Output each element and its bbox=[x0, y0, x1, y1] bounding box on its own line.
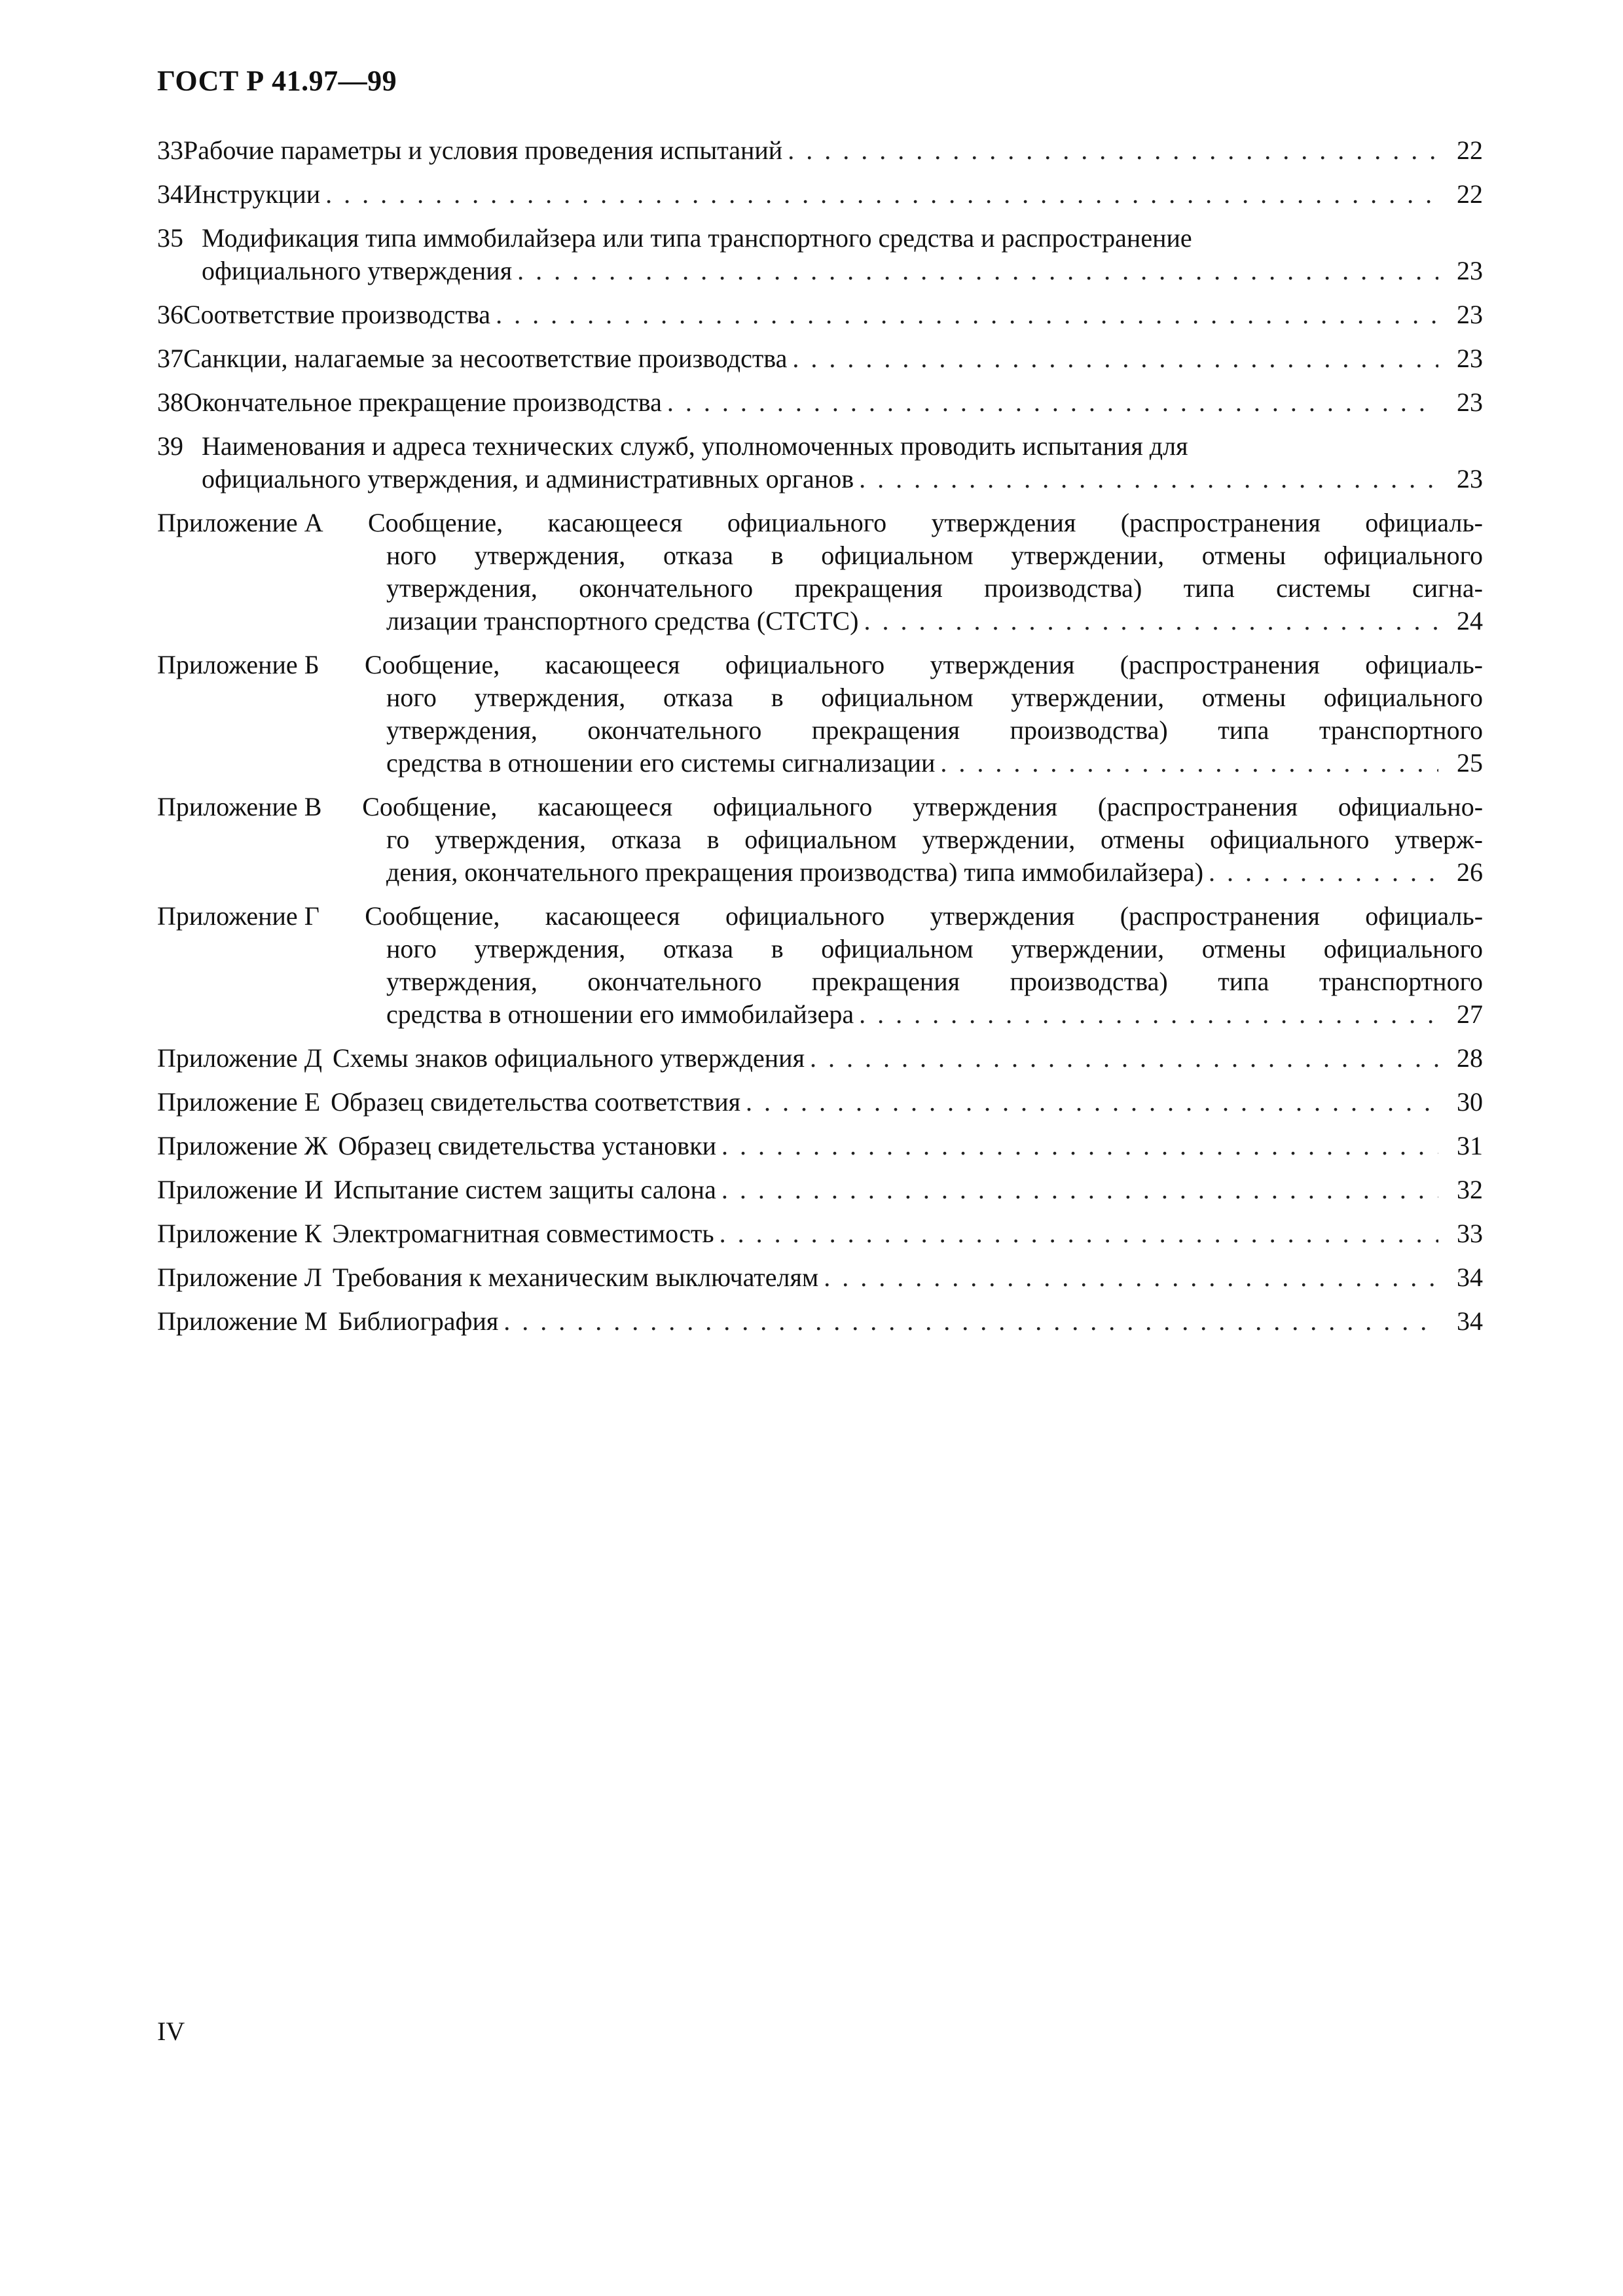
toc-entry-annex-e[interactable] bbox=[157, 1086, 1483, 1119]
annex-title-line: ного утверждения, отказа в официальном утверждении, отмены официального bbox=[386, 683, 1483, 712]
annex-title-line: ного утверждения, отказа в официальном утверждении, отмены официального bbox=[386, 934, 1483, 963]
section-title: Рабочие параметры и условия проведения испытаний bbox=[183, 135, 783, 165]
dot-leader bbox=[810, 1042, 1438, 1075]
toc-entry-annex-b[interactable] bbox=[157, 649, 1483, 780]
annex-title: Образец свидетельства установки bbox=[338, 1131, 717, 1160]
annex-title: дения, окончательного прекращения производства) типа иммобилайзера) bbox=[386, 857, 1204, 887]
toc-entry-38[interactable] bbox=[157, 386, 1483, 419]
section-title: официального утверждения bbox=[202, 256, 513, 285]
page-ref: 30 bbox=[1457, 1087, 1483, 1117]
document-code: ГОСТ Р 41.97—99 bbox=[157, 65, 397, 97]
dot-leader bbox=[859, 998, 1438, 1031]
annex-title-line: утверждения, окончательного прекращения производства) типа системы сигна- bbox=[386, 573, 1483, 603]
page-ref: 31 bbox=[1457, 1131, 1483, 1160]
dot-leader bbox=[824, 1261, 1438, 1294]
dot-leader bbox=[325, 178, 1438, 211]
section-number: 37 bbox=[157, 344, 183, 373]
section-number: 33 bbox=[157, 135, 183, 165]
section-title: Окончательное прекращение производства bbox=[183, 387, 662, 417]
annex-title-line: Сообщение, касающееся официального утверждения (распространения официаль- bbox=[367, 508, 1483, 537]
annex-title-line: Сообщение, касающееся официального утверждения (распространения официаль- bbox=[365, 901, 1483, 931]
annex-title-line: утверждения, окончательного прекращения производства) типа транспортного bbox=[386, 967, 1483, 996]
dot-leader bbox=[788, 134, 1438, 167]
page-ref: 23 bbox=[1457, 256, 1483, 285]
annex-label: Приложение Е bbox=[157, 1087, 321, 1117]
page-ref: 23 bbox=[1457, 464, 1483, 493]
page-ref: 22 bbox=[1457, 135, 1483, 165]
page-ref: 25 bbox=[1457, 748, 1483, 778]
dot-leader bbox=[667, 386, 1438, 419]
section-title: Инструкции bbox=[183, 179, 321, 209]
page-ref: 26 bbox=[1457, 857, 1483, 887]
section-title-line: Наименования и адреса технических служб, уполномоченных проводить испытания для bbox=[202, 431, 1188, 461]
annex-label: Приложение Г bbox=[157, 901, 319, 931]
annex-label: Приложение В bbox=[157, 792, 322, 821]
page-ref: 23 bbox=[1457, 344, 1483, 373]
annex-title: средства в отношении его системы сигнализации bbox=[386, 748, 936, 778]
toc-entry-36[interactable] bbox=[157, 298, 1483, 331]
annex-title: средства в отношении его иммобилайзера bbox=[386, 999, 854, 1029]
section-number: 35 bbox=[157, 223, 183, 253]
toc-entry-annex-g[interactable] bbox=[157, 900, 1483, 1031]
section-number: 38 bbox=[157, 387, 183, 417]
annex-title-line: Сообщение, касающееся официального утверждения (распространения официально- bbox=[362, 792, 1483, 821]
table-of-contents bbox=[157, 134, 1483, 1349]
dot-leader bbox=[746, 1086, 1438, 1119]
dot-leader bbox=[517, 255, 1438, 287]
dot-leader bbox=[864, 605, 1438, 637]
section-title-line: Модификация типа иммобилайзера или типа транспортного средства и распространение bbox=[202, 223, 1192, 253]
annex-title: Образец свидетельства соответствия bbox=[331, 1087, 741, 1117]
section-number: 39 bbox=[157, 431, 183, 461]
toc-entry-37[interactable] bbox=[157, 342, 1483, 375]
section-title: Соответствие производства bbox=[183, 300, 491, 329]
annex-label: Приложение Л bbox=[157, 1263, 322, 1292]
dot-leader bbox=[1209, 856, 1438, 889]
section-number: 36 bbox=[157, 300, 183, 329]
dot-leader bbox=[721, 1130, 1438, 1162]
dot-leader bbox=[503, 1305, 1438, 1338]
annex-label: Приложение К bbox=[157, 1219, 322, 1248]
section-number: 34 bbox=[157, 179, 183, 209]
page-ref: 23 bbox=[1457, 300, 1483, 329]
toc-entry-annex-m[interactable] bbox=[157, 1305, 1483, 1338]
toc-entry-35[interactable] bbox=[157, 222, 1483, 287]
toc-entry-39[interactable] bbox=[157, 430, 1483, 495]
annex-title: Схемы знаков официального утверждения bbox=[332, 1043, 805, 1073]
section-title: Санкции, налагаемые за несоответствие производства bbox=[183, 344, 788, 373]
toc-entry-annex-v[interactable] bbox=[157, 791, 1483, 889]
dot-leader bbox=[721, 1174, 1438, 1206]
dot-leader bbox=[720, 1217, 1438, 1250]
annex-label: Приложение Ж bbox=[157, 1131, 328, 1160]
annex-label: Приложение М bbox=[157, 1306, 328, 1336]
dot-leader bbox=[940, 747, 1438, 780]
toc-entry-annex-d[interactable] bbox=[157, 1042, 1483, 1075]
page-ref: 22 bbox=[1457, 179, 1483, 209]
dot-leader bbox=[859, 463, 1438, 495]
dot-leader bbox=[792, 342, 1438, 375]
annex-title-line: утверждения, окончательного прекращения производства) типа транспортного bbox=[386, 715, 1483, 745]
toc-entry-34[interactable] bbox=[157, 178, 1483, 211]
annex-label: Приложение И bbox=[157, 1175, 323, 1204]
dot-leader bbox=[496, 298, 1438, 331]
page-ref: 34 bbox=[1457, 1263, 1483, 1292]
toc-entry-annex-a[interactable] bbox=[157, 507, 1483, 637]
page-ref: 23 bbox=[1457, 387, 1483, 417]
page-ref: 24 bbox=[1457, 606, 1483, 636]
annex-title: Требования к механическим выключателям bbox=[332, 1263, 819, 1292]
page-ref: 33 bbox=[1457, 1219, 1483, 1248]
toc-entry-annex-l[interactable] bbox=[157, 1261, 1483, 1294]
page-ref: 28 bbox=[1457, 1043, 1483, 1073]
page-ref: 27 bbox=[1457, 999, 1483, 1029]
annex-title-line: го утверждения, отказа в официальном утверждении, отмены официального утверж- bbox=[386, 825, 1483, 854]
annex-label: Приложение Д bbox=[157, 1043, 322, 1073]
annex-title-line: ного утверждения, отказа в официальном утверждении, отмены официального bbox=[386, 541, 1483, 570]
annex-label: Приложение Б bbox=[157, 650, 319, 679]
annex-title: Библиография bbox=[338, 1306, 499, 1336]
annex-title: Испытание систем защиты салона bbox=[333, 1175, 716, 1204]
toc-entry-annex-k[interactable] bbox=[157, 1217, 1483, 1250]
annex-title-line: Сообщение, касающееся официального утверждения (распространения официаль- bbox=[365, 650, 1483, 679]
page-number: IV bbox=[157, 2017, 185, 2046]
page-ref: 32 bbox=[1457, 1175, 1483, 1204]
annex-title: Электромагнитная совместимость bbox=[332, 1219, 714, 1248]
toc-entry-annex-zh[interactable] bbox=[157, 1130, 1483, 1162]
annex-title: лизации транспортного средства (СТСТС) bbox=[386, 606, 859, 636]
page-ref: 34 bbox=[1457, 1306, 1483, 1336]
annex-label: Приложение А bbox=[157, 508, 323, 537]
toc-entry-annex-i[interactable] bbox=[157, 1174, 1483, 1206]
toc-entry-33[interactable] bbox=[157, 134, 1483, 167]
section-title: официального утверждения, и административных органов bbox=[202, 464, 854, 493]
